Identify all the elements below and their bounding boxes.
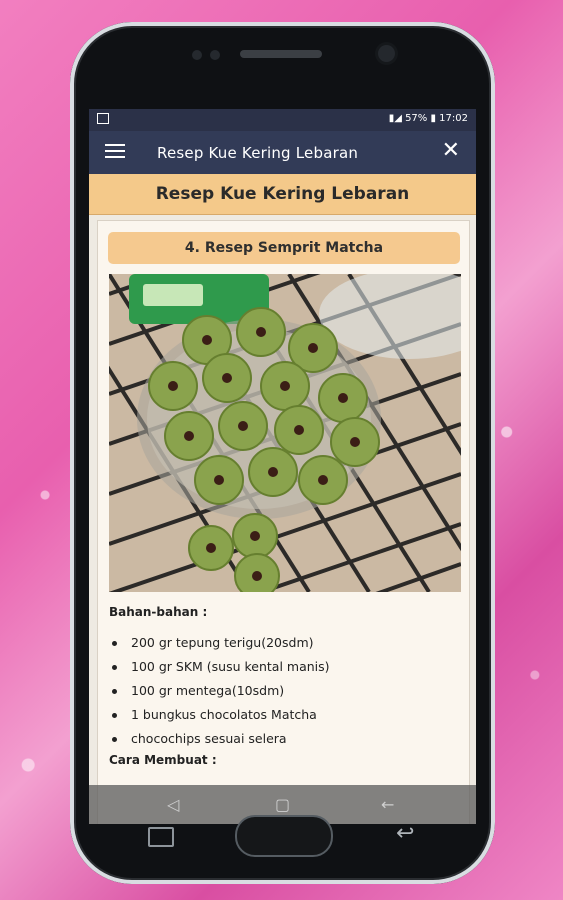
battery-icon: ▮ (430, 113, 440, 124)
phone-frame (70, 22, 495, 884)
nav-back-icon[interactable]: ◁ (167, 795, 180, 814)
battery-level: 57% (405, 113, 428, 124)
front-camera (378, 45, 395, 62)
recipe-card (97, 220, 470, 824)
recipe-title: 4. Resep Semprit Matcha (184, 240, 384, 256)
phone-screen (89, 109, 476, 824)
list-item: 100 gr SKM (susu kental manis) (109, 659, 330, 683)
list-item: 200 gr tepung terigu(20sdm) (109, 635, 330, 659)
toolbar-title: Resep Kue Kering Lebaran (157, 144, 359, 162)
photo-illustration (109, 274, 461, 592)
earpiece-speaker (240, 50, 322, 58)
list-item: 100 gr mentega(10sdm) (109, 683, 330, 707)
content-area[interactable] (89, 174, 476, 824)
list-item: 1 bungkus chocolatos Matcha (109, 707, 330, 731)
nav-recents-icon[interactable]: ← (381, 795, 395, 814)
nav-home-icon[interactable]: ▢ (275, 795, 291, 814)
image-notification-icon (97, 113, 109, 124)
status-right (389, 113, 468, 124)
page-title: Resep Kue Kering Lebaran (155, 184, 410, 204)
ingredients-label: Bahan-bahan : (109, 605, 208, 619)
proximity-sensor (192, 50, 202, 60)
hardware-recents-button[interactable] (148, 827, 174, 847)
semprit-matcha-photo (109, 274, 461, 592)
clock: 17:02 (439, 113, 468, 124)
close-icon[interactable]: ✕ (441, 138, 460, 163)
ingredients-list (109, 635, 330, 755)
hardware-back-button[interactable]: ↩ (396, 821, 415, 846)
hardware-home-button[interactable] (235, 815, 333, 857)
page-header (89, 174, 476, 215)
app-toolbar (89, 131, 476, 174)
list-item: chocochips sesuai selera (109, 731, 330, 755)
recipe-title-banner (108, 232, 460, 264)
signal-icon: ▮◢ (388, 113, 406, 124)
light-sensor (210, 50, 220, 60)
hamburger-menu-icon[interactable] (105, 144, 125, 160)
status-bar (89, 109, 476, 131)
method-label: Cara Membuat : (109, 753, 217, 767)
